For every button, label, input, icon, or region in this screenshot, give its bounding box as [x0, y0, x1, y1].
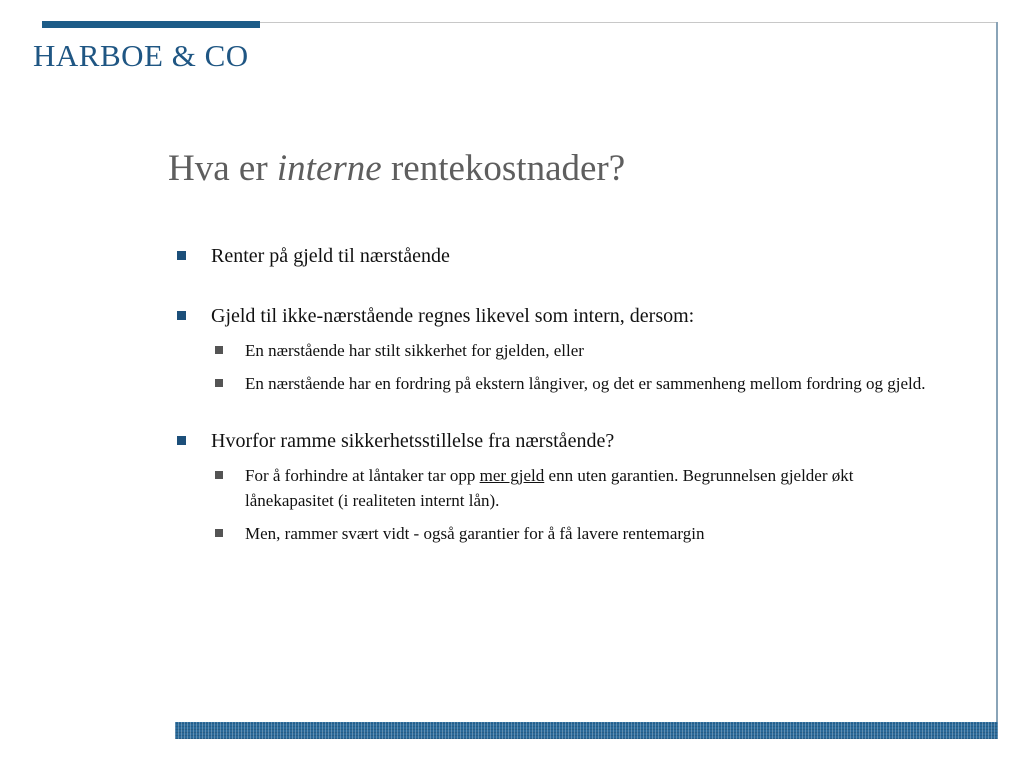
square-bullet-icon — [215, 346, 223, 354]
sub-bullet-text: En nærstående har en fordring på ekstern långiver, og det er sammenheng mellom fordring og gjeld. — [245, 374, 926, 393]
bullet-text: Gjeld til ikke-nærstående regnes likevel som intern, dersom: — [211, 305, 695, 327]
square-bullet-icon — [215, 529, 223, 537]
sub-bullet-text-end: enn uten garantien. Begrunnelsen gjelder økt lånekapasitet (i realiteten internt lån). — [245, 466, 854, 510]
title-part-1: Hva er — [168, 148, 268, 189]
square-bullet-icon — [215, 379, 223, 387]
company-logo: HARBOE & CO — [33, 38, 249, 73]
header-accent-bar — [42, 21, 260, 28]
sub-bullet-item — [211, 338, 944, 363]
underlined-phrase: mer gjeld — [479, 466, 545, 485]
bullet-text: Hvorfor ramme sikkerhetsstillelse fra nærstående? — [211, 430, 615, 452]
bullet-item — [174, 428, 944, 454]
sub-bullet-text: Men, rammer svært vidt - også garantier for å få lavere rentemargin — [245, 524, 705, 543]
sub-bullet-text: En nærstående har stilt sikkerhet for gjelden, eller — [245, 341, 584, 360]
bullet-item — [174, 303, 944, 329]
sub-bullet-text-start: For å forhindre at låntaker tar opp — [245, 466, 476, 485]
square-bullet-icon — [215, 471, 223, 479]
bullet-text: Renter på gjeld til nærstående — [211, 245, 450, 267]
sub-bullet-item — [211, 521, 944, 546]
sub-bullet-item — [211, 463, 944, 513]
footer-pattern-bar — [175, 722, 998, 739]
square-bullet-icon — [177, 311, 186, 320]
bullet-list — [174, 243, 944, 546]
slide-title — [168, 147, 625, 190]
title-part-2: rentekostnader? — [390, 148, 626, 189]
header-rule — [260, 22, 997, 23]
square-bullet-icon — [177, 251, 186, 260]
sub-bullet-item — [211, 371, 944, 396]
title-emphasis: interne — [276, 148, 382, 189]
right-border-rule — [996, 22, 998, 738]
square-bullet-icon — [177, 436, 186, 445]
bullet-item — [174, 243, 944, 269]
